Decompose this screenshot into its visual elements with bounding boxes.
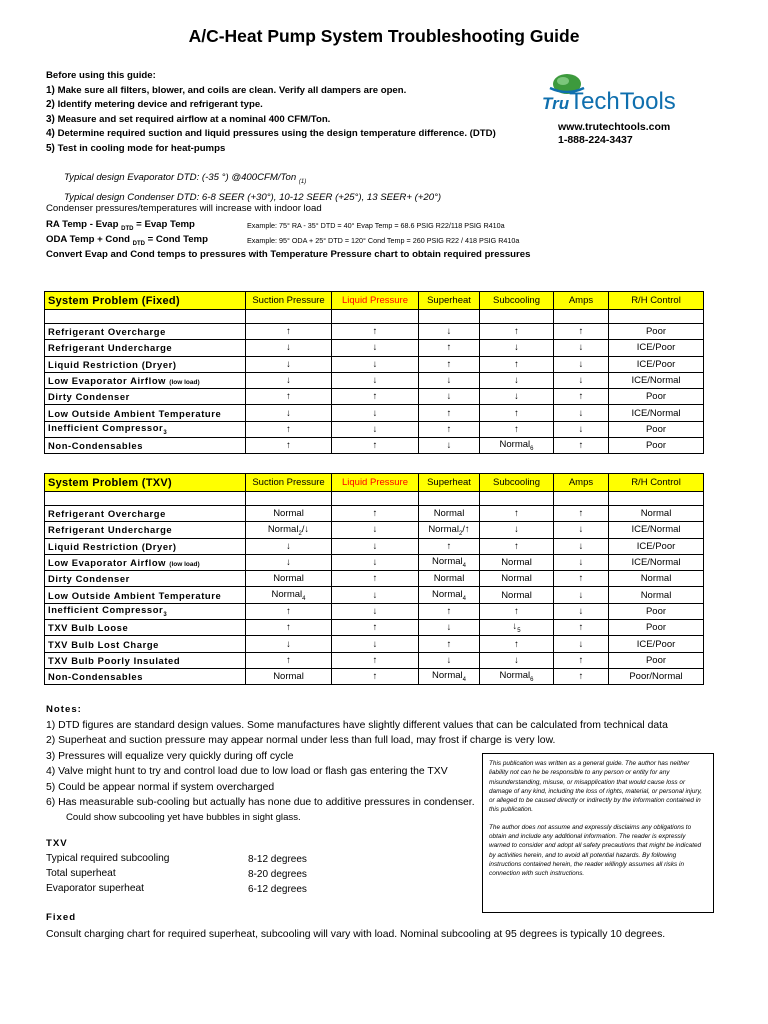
problem-name: Low Evaporator Airflow (low load) (45, 554, 246, 570)
table-cell: ↓ (554, 340, 609, 356)
column-header: Liquid Pressure (332, 292, 419, 310)
table-cell: ↑ (419, 603, 480, 619)
table-cell: ↓ (419, 372, 480, 388)
table-title: System Problem (Fixed) (45, 292, 246, 310)
problem-name: TXV Bulb Poorly Insulated (45, 652, 246, 668)
before-item: 3) Measure and set required airflow at a nominal 400 CFM/Ton. (46, 113, 331, 125)
table-cell: ICE/Normal (609, 522, 704, 538)
table-cell: ↓ (332, 405, 419, 421)
table-cell: ↓ (419, 438, 480, 454)
blank-cell (332, 310, 419, 324)
txv-heading: TXV (46, 838, 68, 849)
problem-name: Refrigerant Overcharge (45, 324, 246, 340)
note-item: 1) DTD figures are standard design values. Some manufactures have slightly different values that can be calculated from technical data (46, 720, 668, 731)
table-cell: ↑ (480, 506, 554, 522)
blank-cell (609, 492, 704, 506)
table-cell: ↓ (480, 389, 554, 405)
table-cell: ↑ (480, 324, 554, 340)
table-cell: ↑ (554, 652, 609, 668)
table-cell: ↓ (554, 554, 609, 570)
blank-cell (480, 310, 554, 324)
table-row (45, 340, 704, 356)
table-row (45, 554, 704, 570)
table-cell: ↓ (554, 356, 609, 372)
table-cell: ↑ (246, 652, 332, 668)
blank-cell (554, 492, 609, 506)
table-cell: ↑ (480, 603, 554, 619)
table-cell: ↑ (554, 571, 609, 587)
column-header: Subcooling (480, 474, 554, 492)
note-item: 5) Could be appear normal if system overcharged (46, 781, 275, 793)
table-cell: ICE/Poor (609, 356, 704, 372)
problem-name: Liquid Restriction (Dryer) (45, 538, 246, 554)
example-evap: Example: 75° RA - 35° DTD = 40° Evap Temp = 68.6 PSIG R22/118 PSIG R410a (247, 221, 505, 230)
table-cell: ↓ (332, 554, 419, 570)
contact-info (558, 121, 670, 146)
table-row (45, 389, 704, 405)
table-cell: ↓ (332, 522, 419, 538)
table-cell: Normal (246, 668, 332, 684)
phone-number: 1-888-224-3437 (558, 133, 633, 146)
table-cell: Normal (609, 571, 704, 587)
table-row (45, 603, 704, 619)
table-cell: ↓ (554, 603, 609, 619)
table-cell: ↑ (419, 538, 480, 554)
spec-label: Total superheat (46, 868, 116, 879)
logo-text: TruTechTools (542, 88, 676, 115)
table-cell: ↑ (246, 324, 332, 340)
note-item: 6) Has measurable sub-cooling but actually has none due to additive pressures in condenser. (46, 797, 475, 809)
problem-name: TXV Bulb Loose (45, 620, 246, 636)
table-cell: ICE/Poor (609, 538, 704, 554)
table-cell: ↓ (246, 372, 332, 388)
table-cell: ICE/Normal (609, 405, 704, 421)
table-cell: ↓ (246, 356, 332, 372)
table-cell: ↓ (332, 372, 419, 388)
table-cell: ↑ (554, 438, 609, 454)
table-cell: Poor (609, 620, 704, 636)
table-cell: Normal (609, 587, 704, 603)
column-header: Amps (554, 474, 609, 492)
spec-value: 8-12 degrees (248, 854, 307, 865)
convert-note: Convert Evap and Cond temps to pressures with Temperature Pressure chart to obtain required pressures (46, 249, 531, 260)
before-item: 1) Make sure all filters, blower, and coils are clean. Verify all dampers are open. (46, 84, 407, 96)
problem-name: Dirty Condenser (45, 571, 246, 587)
table-cell: ↑ (480, 421, 554, 437)
blank-row (45, 310, 704, 324)
table-cell: ↓ (332, 340, 419, 356)
table-cell: Normal$_2$/↓ (246, 522, 332, 538)
table-cell: ↓ (419, 324, 480, 340)
column-header: Suction Pressure (246, 292, 332, 310)
table-cell: ↑ (419, 421, 480, 437)
table-cell: ↓ (554, 636, 609, 652)
trutechtools-logo (540, 72, 690, 118)
blank-cell (45, 492, 246, 506)
blank-cell (609, 310, 704, 324)
table-row (45, 571, 704, 587)
spec-value: 8-20 degrees (248, 869, 307, 880)
spec-label: Evaporator superheat (46, 883, 144, 894)
column-header: R/H Control (609, 474, 704, 492)
table-cell: ↑ (480, 636, 554, 652)
table-cell: ↓ (480, 522, 554, 538)
typical-evap-dtd: Typical design Evaporator DTD: (-35 °) @400CFM/Ton $_{(1)}$ (64, 172, 307, 185)
table-cell: ↓ (246, 340, 332, 356)
table-cell: ↓ (419, 620, 480, 636)
note-item: 4) Valve might hunt to try and control load due to low load or flash gas entering the TXV (46, 766, 448, 778)
blank-cell (246, 310, 332, 324)
note-item: 2) Superheat and suction pressure may appear normal under less than full load, may frost if charge is very low. (46, 735, 556, 747)
problem-name: Non-Condensables (45, 438, 246, 454)
spec-value: 6-12 degrees (248, 884, 307, 895)
table-cell: Normal$_6$ (480, 438, 554, 454)
disclaimer-box (482, 753, 714, 913)
table-cell: ↑ (332, 620, 419, 636)
table-cell: Poor/Normal (609, 668, 704, 684)
blank-cell (554, 310, 609, 324)
table-cell: ↑ (332, 652, 419, 668)
table-row (45, 356, 704, 372)
table-cell: ↑ (246, 603, 332, 619)
problem-name: Low Evaporator Airflow (low load) (45, 372, 246, 388)
table-cell: Normal (419, 506, 480, 522)
table-cell: ↑ (554, 324, 609, 340)
table-cell: Normal$_4$ (419, 554, 480, 570)
table-row (45, 506, 704, 522)
table-cell: ↓ (332, 603, 419, 619)
table-cell: ICE/Normal (609, 372, 704, 388)
table-cell: ↓ (554, 522, 609, 538)
blank-cell (480, 492, 554, 506)
table-cell: ↓ (419, 652, 480, 668)
table-row (45, 372, 704, 388)
before-item: 2) Identify metering device and refrigerant type. (46, 99, 263, 111)
table-cell: Poor (609, 389, 704, 405)
problem-name: Non-Condensables (45, 668, 246, 684)
table-cell: ↓ (246, 554, 332, 570)
table-cell: Normal$_2$/↑ (419, 522, 480, 538)
note-item: Could show subcooling yet have bubbles in sight glass. (66, 812, 301, 824)
table-cell: ↓ (554, 405, 609, 421)
table-cell: $↓_5$ (480, 620, 554, 636)
notes-heading: Notes: (46, 704, 82, 715)
column-header: R/H Control (609, 292, 704, 310)
table-cell: ↑ (554, 620, 609, 636)
table-cell: ICE/Poor (609, 636, 704, 652)
table-cell: Poor (609, 421, 704, 437)
table-cell: ↑ (332, 438, 419, 454)
table-cell: ↓ (554, 372, 609, 388)
spec-label: Typical required subcooling (46, 853, 170, 864)
column-header: Superheat (419, 474, 480, 492)
table-cell: ↑ (554, 668, 609, 684)
example-cond: Example: 95° ODA + 25° DTD = 120° Cond Temp = 260 PSIG R22 / 418 PSIG R410a (247, 236, 520, 245)
table-title: System Problem (TXV) (45, 474, 246, 492)
table-cell: ↑ (419, 356, 480, 372)
table-cell: ↑ (246, 620, 332, 636)
before-item: 5) Test in cooling mode for heat-pumps (46, 142, 226, 154)
before-heading: Before using this guide: (46, 70, 156, 81)
table-cell: ↓ (480, 652, 554, 668)
table-cell: ↓ (246, 538, 332, 554)
table-cell: Normal$_4$ (419, 587, 480, 603)
table-row (45, 668, 704, 684)
table-cell: ↓ (419, 389, 480, 405)
table-row (45, 587, 704, 603)
formula-evap: RA Temp - Evap $_{DTD}$ = Evap Temp (46, 219, 195, 232)
table-cell: Normal$_4$ (419, 668, 480, 684)
blank-cell (332, 492, 419, 506)
condenser-note: Condenser pressures/temperatures will increase with indoor load (46, 203, 322, 214)
table-cell: ↑ (332, 389, 419, 405)
blank-cell (419, 492, 480, 506)
table-cell: ↑ (246, 389, 332, 405)
problem-name: Inefficient Compressor$_3$ (45, 603, 246, 619)
table-cell: ↓ (246, 405, 332, 421)
table-cell: ↓ (554, 421, 609, 437)
table-cell: ↑ (419, 636, 480, 652)
table-cell: ↓ (554, 538, 609, 554)
txv-table (44, 473, 704, 685)
table-row (45, 522, 704, 538)
table-cell: ↑ (419, 340, 480, 356)
table-cell: ↑ (554, 506, 609, 522)
table-cell: ↓ (554, 587, 609, 603)
note-item: 3) Pressures will equalize very quickly during off cycle (46, 750, 294, 762)
table-header-row (45, 474, 704, 492)
table-cell: ICE/Normal (609, 554, 704, 570)
problem-name: Dirty Condenser (45, 389, 246, 405)
table-cell: ↑ (246, 438, 332, 454)
problem-name: Refrigerant Overcharge (45, 506, 246, 522)
table-cell: Poor (609, 324, 704, 340)
table-row (45, 636, 704, 652)
column-header: Suction Pressure (246, 474, 332, 492)
table-cell: ↑ (246, 421, 332, 437)
website-url: www.trutechtools.com (558, 121, 671, 133)
table-cell: ↑ (332, 506, 419, 522)
table-cell: Normal (480, 587, 554, 603)
before-item: 4) Determine required suction and liquid pressures using the design temperature difference. (DTD) (46, 128, 496, 140)
table-row (45, 405, 704, 421)
column-header: Subcooling (480, 292, 554, 310)
problem-name: Liquid Restriction (Dryer) (45, 356, 246, 372)
table-row (45, 652, 704, 668)
blank-cell (246, 492, 332, 506)
table-cell: Normal (480, 571, 554, 587)
table-cell: ↑ (419, 405, 480, 421)
table-cell: ↓ (480, 372, 554, 388)
formula-cond: ODA Temp + Cond $_{DTD}$ = Cond Temp (46, 234, 208, 247)
table-cell: Normal (246, 506, 332, 522)
problem-name: TXV Bulb Lost Charge (45, 636, 246, 652)
table-cell: ↓ (332, 636, 419, 652)
table-row (45, 620, 704, 636)
table-cell: ↑ (480, 356, 554, 372)
typical-cond-dtd: Typical design Condenser DTD: 6-8 SEER (+30°), 10-12 SEER (+25°), 13 SEER+ (+20°) (64, 191, 442, 203)
table-cell: Normal (609, 506, 704, 522)
table-cell: ↓ (332, 356, 419, 372)
before-using-list (46, 69, 496, 157)
table-cell: ↓ (332, 538, 419, 554)
problem-name: Refrigerant Undercharge (45, 340, 246, 356)
table-cell: Poor (609, 652, 704, 668)
blank-cell (45, 310, 246, 324)
fixed-table (44, 291, 704, 454)
table-cell: Normal (419, 571, 480, 587)
column-header: Liquid Pressure (332, 474, 419, 492)
fixed-text: Consult charging chart for required superheat, subcooling will vary with load. Nominal subcooling at 95 degrees is typically 10 degrees. (46, 929, 666, 940)
table-cell: ↑ (332, 571, 419, 587)
table-cell: ↓ (332, 421, 419, 437)
column-header: Amps (554, 292, 609, 310)
table-row (45, 538, 704, 554)
problem-name: Low Outside Ambient Temperature (45, 405, 246, 421)
table-cell: ICE/Poor (609, 340, 704, 356)
table-cell: Normal$_4$ (246, 587, 332, 603)
table-cell: ↓ (246, 636, 332, 652)
table-cell: ↑ (332, 668, 419, 684)
table-cell: ↑ (480, 405, 554, 421)
problem-name: Refrigerant Undercharge (45, 522, 246, 538)
table-cell: ↓ (480, 340, 554, 356)
blank-row (45, 492, 704, 506)
table-cell: ↑ (554, 389, 609, 405)
table-cell: ↓ (332, 587, 419, 603)
disclaimer-paragraph: The author does not assume and expressly disclaims any obligations to obtain and include any additional information. The reader is expressly warned to consider and adopt all safety precautions that might be indicated by activities herein, and to avoid all potential hazards. By following instructions contained herein, the reader willingly assumes all risks in connection with such instructions. (489, 823, 702, 878)
table-cell: ↑ (332, 324, 419, 340)
column-header: Superheat (419, 292, 480, 310)
table-cell: Normal (246, 571, 332, 587)
table-cell: ↑ (480, 538, 554, 554)
table-row (45, 421, 704, 437)
blank-cell (419, 310, 480, 324)
problem-name: Low Outside Ambient Temperature (45, 587, 246, 603)
table-cell: Poor (609, 438, 704, 454)
disclaimer-paragraph: This publication was written as a general guide. The author has neither liability not can he be responsible to any person or entity for any misunderstanding, misuse, or misapplication that would cause loss or damage of any kind, including the loss of rights, material, or personal injury, or alleged to be caused directly or indirectly by the information contained in this publication. (489, 760, 703, 814)
table-cell: Normal$_6$ (480, 668, 554, 684)
typical-dtd (64, 170, 441, 206)
table-cell: Poor (609, 603, 704, 619)
table-header-row (45, 292, 704, 310)
page-title: A/C-Heat Pump System Troubleshooting Guide (188, 26, 580, 46)
table-row (45, 324, 704, 340)
problem-name: Inefficient Compressor$_3$ (45, 421, 246, 437)
table-cell: Normal (480, 554, 554, 570)
table-row (45, 438, 704, 454)
fixed-heading: Fixed (46, 912, 77, 923)
